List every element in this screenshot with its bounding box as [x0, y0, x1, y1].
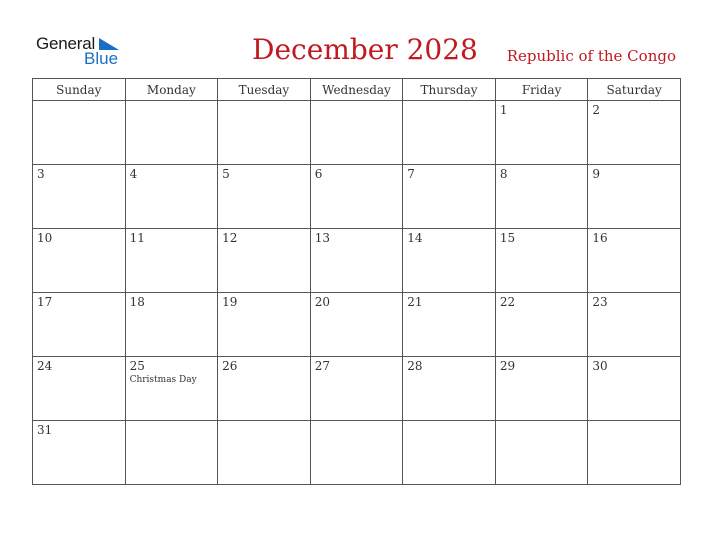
day-number: 4 [129, 167, 138, 181]
day-number: 25 [129, 359, 145, 373]
day-number: 10 [37, 231, 53, 245]
day-cell [310, 229, 403, 293]
holiday-label: Christmas Day [129, 375, 197, 385]
day-number: 8 [499, 167, 508, 181]
day-number: 5 [222, 167, 230, 181]
day-number: 26 [222, 359, 238, 373]
week-row [33, 357, 681, 421]
day-cell [588, 293, 681, 357]
day-cell [310, 293, 403, 357]
day-cell [33, 293, 126, 357]
day-number: 21 [407, 295, 423, 309]
day-cell [495, 357, 588, 421]
day-cell [588, 229, 681, 293]
day-number: 3 [37, 167, 45, 181]
day-number: 18 [129, 295, 145, 309]
day-number: 28 [407, 359, 423, 373]
week-row [33, 421, 681, 485]
day-number: 20 [314, 295, 330, 309]
month-title: December 2028 [252, 33, 478, 66]
day-cell [125, 293, 218, 357]
day-cell [310, 357, 403, 421]
day-cell [495, 293, 588, 357]
weekday-header: Monday [125, 79, 218, 101]
week-row [33, 101, 681, 165]
day-number: 6 [314, 167, 323, 181]
weekday-header: Wednesday [310, 79, 403, 101]
week-row [33, 165, 681, 229]
day-number: 22 [499, 295, 516, 309]
week-row [33, 293, 681, 357]
day-number: 31 [37, 423, 53, 437]
day-cell [218, 357, 311, 421]
day-number: 13 [314, 231, 330, 245]
day-number: 9 [592, 167, 601, 181]
day-number: 11 [129, 231, 145, 245]
weekday-header-row [33, 79, 681, 101]
weekday-header: Sunday [33, 79, 126, 101]
day-cell [218, 229, 311, 293]
day-cell [33, 421, 126, 485]
day-number: 7 [407, 167, 415, 181]
day-cell [310, 101, 403, 165]
day-number: 30 [592, 359, 608, 373]
day-number: 27 [314, 359, 330, 373]
day-number: 2 [592, 103, 601, 117]
day-number: 19 [222, 295, 238, 309]
day-cell [495, 421, 588, 485]
day-cell [218, 293, 311, 357]
day-cell [403, 229, 496, 293]
day-cell [403, 357, 496, 421]
day-cell [310, 421, 403, 485]
day-cell [403, 293, 496, 357]
day-number: 23 [592, 295, 608, 309]
weekday-header: Tuesday [218, 79, 311, 101]
day-cell [218, 101, 311, 165]
day-number: 24 [37, 359, 53, 373]
generalblue-logo [36, 35, 126, 69]
day-cell [125, 357, 218, 421]
day-cell [310, 165, 403, 229]
day-number: 12 [222, 231, 238, 245]
day-cell [33, 229, 126, 293]
calendar-grid [32, 78, 681, 485]
day-cell [33, 101, 126, 165]
day-cell [33, 357, 126, 421]
day-cell [495, 165, 588, 229]
day-cell [588, 165, 681, 229]
day-number: 15 [499, 231, 516, 245]
day-cell [403, 165, 496, 229]
day-cell [218, 421, 311, 485]
day-cell [218, 165, 311, 229]
day-cell [125, 101, 218, 165]
day-number: 14 [407, 231, 423, 245]
weekday-header: Saturday [588, 79, 681, 101]
day-cell [125, 165, 218, 229]
calendar-body [33, 101, 681, 485]
week-row [33, 229, 681, 293]
logo-word-general: General [36, 34, 96, 53]
country-name: Republic of the Congo [506, 47, 676, 65]
logo-word-blue: Blue [84, 49, 119, 68]
day-cell [588, 101, 681, 165]
day-cell [588, 421, 681, 485]
day-cell [33, 165, 126, 229]
day-cell [495, 229, 588, 293]
day-number: 29 [499, 359, 516, 373]
day-cell [403, 421, 496, 485]
day-number: 16 [592, 231, 608, 245]
weekday-header: Thursday [403, 79, 496, 101]
day-cell [125, 421, 218, 485]
day-number: 1 [499, 103, 508, 117]
day-cell [125, 229, 218, 293]
day-cell [588, 357, 681, 421]
day-cell [495, 101, 588, 165]
day-cell [403, 101, 496, 165]
weekday-header: Friday [495, 79, 588, 101]
day-number: 17 [37, 295, 53, 309]
